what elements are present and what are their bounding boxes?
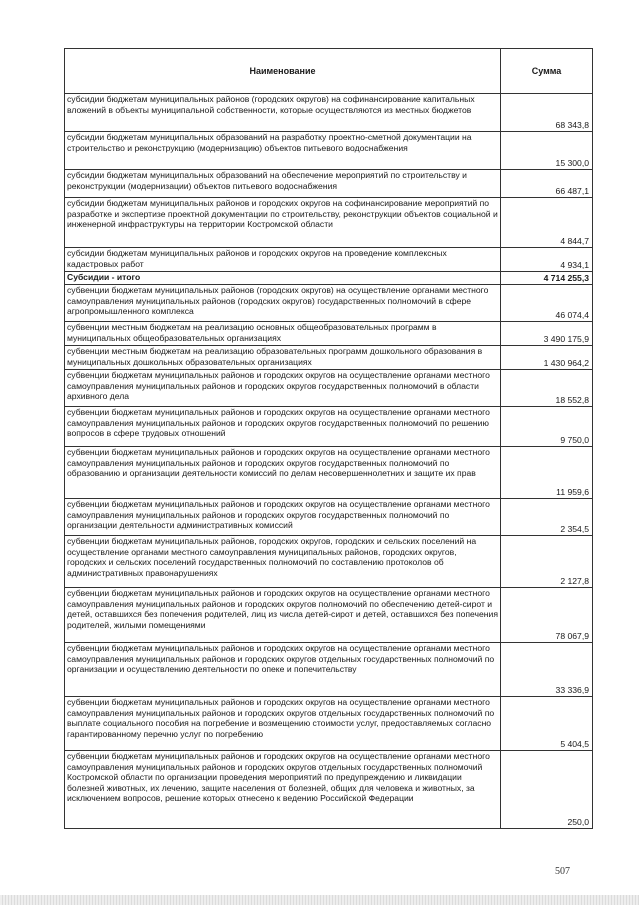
row-name: субсидии бюджетам муниципальных районов и городских округов на софинансирование мероприятий по разработке и экспертизе проектной документации по строительству, реконструкции объектов социальной и инженерной инфраструктуры на территории Костромской области	[65, 198, 501, 248]
total-sum: 4 714 255,3	[501, 272, 593, 285]
table-row	[65, 346, 593, 370]
table-row	[65, 499, 593, 536]
row-name: субсидии бюджетам муниципальных районов (городских округов) на софинансирование капитальных вложений в объекты муниципальной собственности, которые осуществляются из местных бюджетов	[65, 94, 501, 132]
row-sum: 5 404,5	[501, 697, 593, 751]
row-name: субсидии бюджетам муниципальных образований на разработку проектно-сметной документации на строительство и реконструкцию (модернизацию) объектов питьевого водоснабжения	[65, 132, 501, 170]
row-sum: 18 552,8	[501, 370, 593, 407]
table-row	[65, 285, 593, 322]
page-number: 507	[555, 866, 570, 877]
row-name: субвенции бюджетам муниципальных районов и городских округов на осуществление органами местного самоуправления муниципальных районов и городских округов отдельных государственных полномочий Костромской области по организации проведения мероприятий по предупреждению и ликвидации болезней животных, их лечению, защите населения от болезней, общих для человека и животных, за исключением вопросов, решение которых отнесено к ведению Российской Федерации	[65, 751, 501, 829]
table-row	[65, 536, 593, 588]
row-name: субвенции бюджетам муниципальных районов, городских округов, городских и сельских поселений на осуществление органами местного самоуправления муниципальных районов, городских округов, городских и сельских поселений государственных полномочий по составлению протоколов об административных правонарушениях	[65, 536, 501, 588]
row-sum: 9 750,0	[501, 407, 593, 447]
row-sum: 46 074,4	[501, 285, 593, 322]
row-sum: 66 487,1	[501, 170, 593, 198]
row-name: субвенции бюджетам муниципальных районов (городских округов) на осуществление органами местного самоуправления муниципальных районов (городских округов) государственных полномочий в сфере агропромышленного комплекса	[65, 285, 501, 322]
row-name: субвенции бюджетам муниципальных районов и городских округов на осуществление органами местного самоуправления муниципальных районов и городских округов государственных полномочий по организации деятельности административных комиссий	[65, 499, 501, 536]
table-row	[65, 248, 593, 272]
row-name: субвенции местным бюджетам на реализацию образовательных программ дошкольного образования в муниципальных дошкольных образовательных организациях	[65, 346, 501, 370]
column-header-name: Наименование	[65, 49, 501, 94]
row-name: субвенции бюджетам муниципальных районов и городских округов на осуществление органами местного самоуправления муниципальных районов и городских округов полномочий по обеспечению детей-сирот и детей, оставшихся без попечения родителей, лиц из числа детей-сирот и детей, оставшихся без попечения родителей, жилыми помещениями	[65, 588, 501, 643]
row-sum: 250,0	[501, 751, 593, 829]
total-label: Субсидии - итого	[65, 272, 501, 285]
scan-edge-strip	[0, 895, 639, 905]
table-row	[65, 370, 593, 407]
row-name: субвенции бюджетам муниципальных районов и городских округов на осуществление органами местного самоуправления муниципальных районов и городских округов государственных полномочий по образованию и организации деятельности комиссий по делам несовершеннолетних и защите их прав	[65, 447, 501, 499]
table-row	[65, 94, 593, 132]
budget-table	[64, 48, 593, 829]
row-name: субвенции бюджетам муниципальных районов и городских округов на осуществление органами местного самоуправления муниципальных районов и городских округов государственных полномочий по решению вопросов в сфере трудовых отношений	[65, 407, 501, 447]
row-sum: 2 354,5	[501, 499, 593, 536]
table-header-row	[65, 49, 593, 94]
row-sum: 15 300,0	[501, 132, 593, 170]
row-name: субвенции бюджетам муниципальных районов и городских округов на осуществление органами местного самоуправления муниципальных районов и городских округов отдельных государственных полномочий по организации и осуществлению деятельности по опеке и попечительству	[65, 643, 501, 697]
row-name: субсидии бюджетам муниципальных образований на обеспечение мероприятий по строительству и реконструкции (модернизации) объектов питьевого водоснабжения	[65, 170, 501, 198]
table-row	[65, 447, 593, 499]
table-row	[65, 322, 593, 346]
total-row	[65, 272, 593, 285]
table-row	[65, 132, 593, 170]
table-row	[65, 198, 593, 248]
table-row	[65, 170, 593, 198]
row-sum: 33 336,9	[501, 643, 593, 697]
row-name: субвенции бюджетам муниципальных районов и городских округов на осуществление органами местного самоуправления муниципальных районов и городских округов отдельных государственных полномочий по выплате социального пособия на погребение и возмещению стоимости услуг, предоставляемых согласно гарантированному перечню услуг по погребению	[65, 697, 501, 751]
row-sum: 11 959,6	[501, 447, 593, 499]
row-name: субвенции бюджетам муниципальных районов и городских округов на осуществление органами местного самоуправления муниципальных районов и городских округов государственных полномочий в области архивного дела	[65, 370, 501, 407]
row-sum: 4 844,7	[501, 198, 593, 248]
table-row	[65, 697, 593, 751]
row-sum: 2 127,8	[501, 536, 593, 588]
table-row	[65, 588, 593, 643]
row-sum: 4 934,1	[501, 248, 593, 272]
table-row	[65, 643, 593, 697]
table-row	[65, 407, 593, 447]
row-name: субсидии бюджетам муниципальных районов и городских округов на проведение комплексных кадастровых работ	[65, 248, 501, 272]
row-sum: 3 490 175,9	[501, 322, 593, 346]
column-header-sum: Сумма	[501, 49, 593, 94]
table-row	[65, 751, 593, 829]
row-sum: 68 343,8	[501, 94, 593, 132]
row-name: субвенции местным бюджетам на реализацию основных общеобразовательных программ в муниципальных общеобразовательных организациях	[65, 322, 501, 346]
row-sum: 1 430 964,2	[501, 346, 593, 370]
row-sum: 78 067,9	[501, 588, 593, 643]
